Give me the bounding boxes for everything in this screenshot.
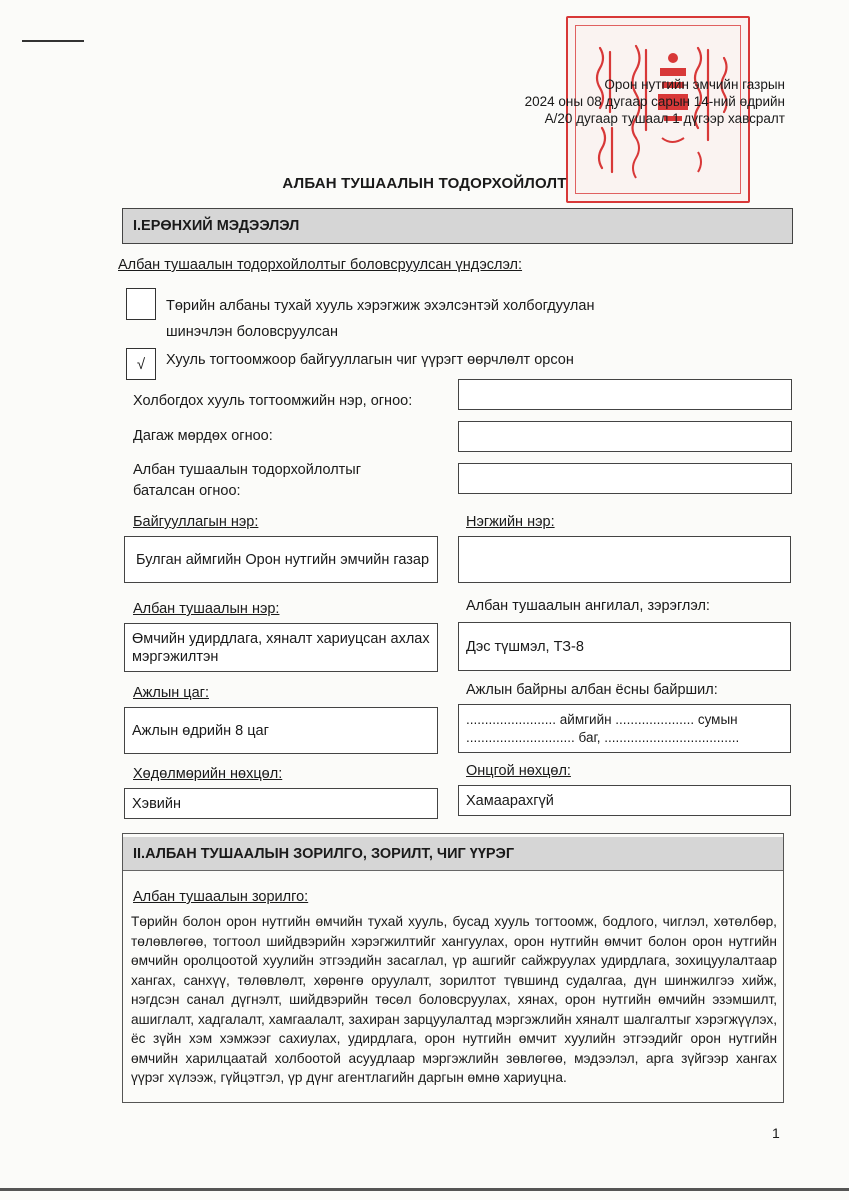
section-general-info-heading: I.ЕРӨНХИЙ МЭДЭЭЛЭЛ (122, 208, 793, 244)
work-location-line-1: ........................ аймгийн ..................... сумын (466, 711, 738, 727)
decree-reference (525, 76, 785, 127)
work-hours-field[interactable]: Ажлын өдрийн 8 цаг (124, 707, 438, 754)
decree-line-3: А/20 дугаар тушаал 1 дүгээр хавсралт (544, 111, 785, 126)
effective-date-label: Дагаж мөрдөх огноо: (133, 428, 273, 444)
unit-name-label: Нэгжийн нэр: (466, 514, 555, 530)
special-conditions-label: Онцгой нөхцөл: (466, 763, 571, 779)
position-name-label: Албан тушаалын нэр: (133, 601, 280, 617)
work-location-label: Ажлын байрны албан ёсны байршил: (466, 682, 718, 698)
position-class-label: Албан тушаалын ангилал, зэрэглэл: (466, 598, 710, 614)
related-law-label: Холбогдох хууль тогтоомжийн нэр, огноо: (133, 393, 413, 409)
position-class-field[interactable]: Дэс түшмэл, ТЗ-8 (458, 622, 791, 671)
work-hours-label: Ажлын цаг: (133, 685, 209, 701)
related-law-field[interactable] (458, 379, 792, 410)
approved-date-field[interactable] (458, 463, 792, 494)
scan-mark (22, 40, 84, 42)
option-new-law-line2: шинэчлэн боловсруулсан (166, 324, 338, 340)
approved-date-label-1: Албан тушаалын тодорхойлолтыг (133, 462, 362, 478)
org-name-field[interactable]: Булган аймгийн Орон нутгийн эмчийн газар (124, 536, 438, 583)
work-location-line-2: ............................. баг, .................................... (466, 729, 740, 745)
page-number: 1 (772, 1125, 780, 1141)
scan-mark (0, 1188, 849, 1191)
option-function-change-label: Хууль тогтоомжоор байгууллагын чиг үүрэгт өөрчлөлт орсон (166, 352, 574, 368)
special-conditions-field[interactable]: Хамаарахгүй (458, 785, 791, 816)
check-mark-icon: √ (136, 355, 146, 373)
unit-name-field[interactable] (458, 536, 791, 583)
option-new-law-line1: Төрийн албаны тухай хууль хэрэгжиж эхэлсэнтэй холбогдуулан (166, 298, 595, 314)
work-location-field[interactable] (458, 704, 791, 753)
decree-line-1: Орон нутгийн эмчийн газрын (604, 77, 785, 92)
work-conditions-label: Хөдөлмөрийн нөхцөл: (133, 766, 283, 782)
document-title: АЛБАН ТУШААЛЫН ТОДОРХОЙЛОЛТ (282, 175, 567, 192)
work-conditions-field[interactable]: Хэвийн (124, 788, 438, 819)
basis-label: Албан тушаалын тодорхойлолтыг боловсруулсан үндэслэл: (118, 257, 523, 273)
position-name-field[interactable]: Өмчийн удирдлага, хяналт хариуцсан ахлах мэргэжилтэн (124, 623, 438, 672)
approved-date-label-2: баталсан огноо: (133, 483, 241, 499)
option-new-law-checkbox[interactable] (126, 288, 156, 320)
org-name-label: Байгууллагын нэр: (133, 514, 259, 530)
effective-date-field[interactable] (458, 421, 792, 452)
purpose-text: Төрийн болон орон нутгийн өмчийн тухай хууль, бусад хууль тогтоомж, бодлого, чиглэл, хөтөлбөр, төлөвлөгөө, тогтоол шийдвэрийн хэрэгжилтийг хангуулах, орон нутгийн өмчит болон орон нутгийн өмчийн оролцоотой хуулийн этгээдийн засаглал, үр ашгийг сайжруулах удирдлага, зохицуулалтаар хангах, санхүү, төлөвлөлт, хөрөнгө оруулалт, зорилтот түвшинд судалгаа, дүн шинжилгээ хийж, нэгдсэн санал дүгнэлт, шийдвэрийн төсөл боловсруулах, хянах, орон нутгийн өмчийн эзэмшилт, ашиглалт, хадгалалт, хамгаалалт, захиран зарцуулалтад мэргэжлийн хяналт шалгалтыг хэрэгжүүлэх, ёс зүйн хэм хэмжээг сахиулах, удирдлага, орон нутгийн өмчит хуулийн этгээдийг орон нутгийн өмчийн харилцаатай холбоотой асуудлаар мэргэжлийн зөвлөгөө, мэдээлэл, арга зүйгээр хангах үүрэг хүлээж, гүйцэтгэл, үр дүнг агентлагийн даргын өмнө хариуцна. (131, 914, 777, 1085)
option-function-change-checkbox[interactable] (126, 348, 156, 380)
section-purpose-heading: II.АЛБАН ТУШААЛЫН ЗОРИЛГО, ЗОРИЛТ, ЧИГ ҮҮРЭГ (123, 837, 783, 871)
decree-line-2: 2024 оны 08 дугаар сарын 14-ний өдрийн (524, 94, 785, 109)
purpose-label: Албан тушаалын зорилго: (133, 889, 309, 905)
